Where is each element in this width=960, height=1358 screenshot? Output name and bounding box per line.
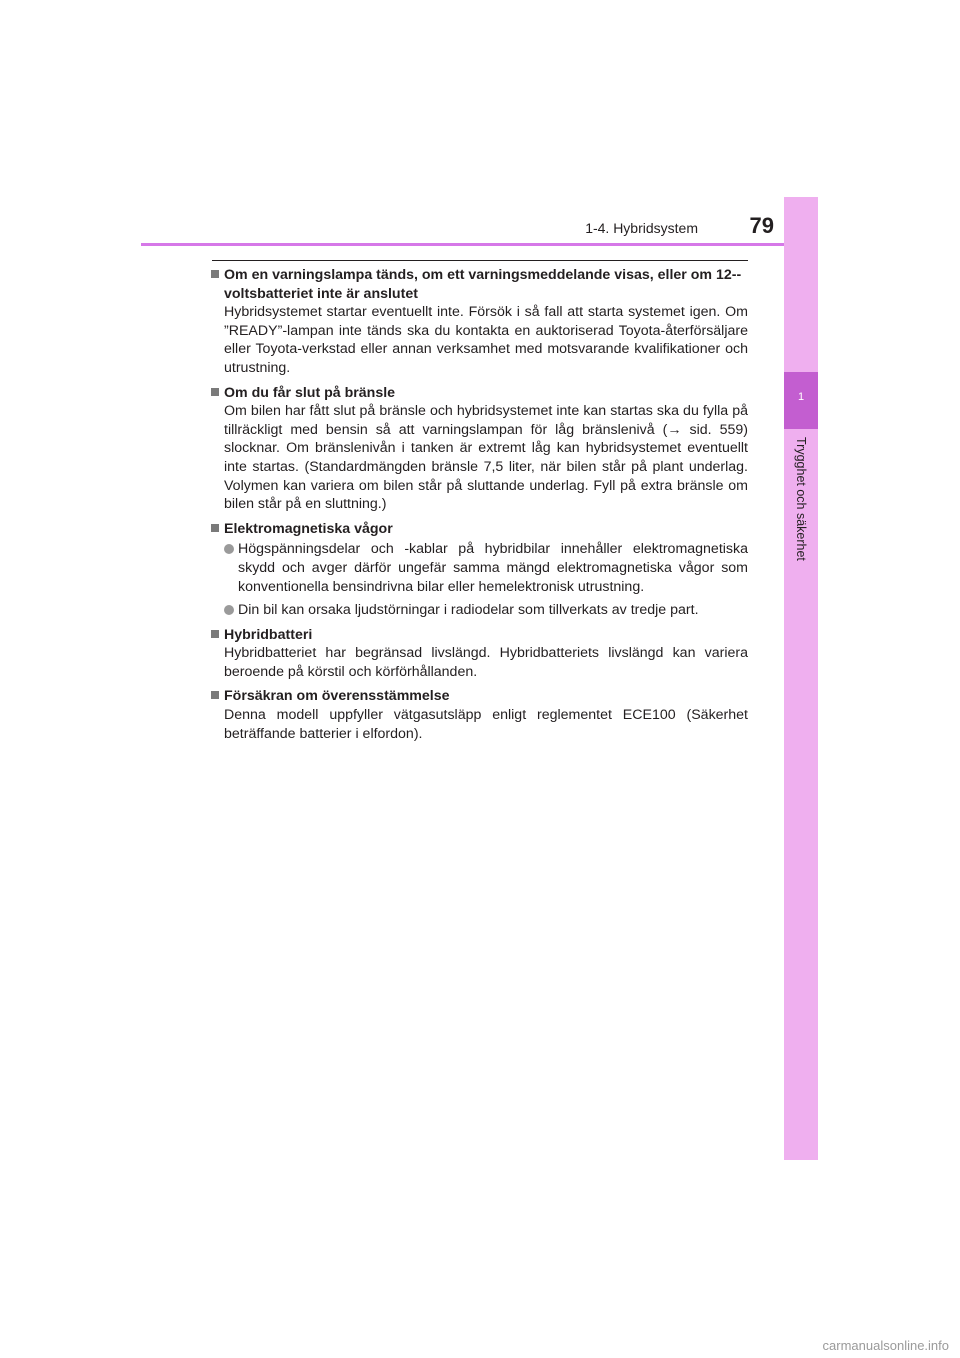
watermark: carmanualsonline.info: [822, 1338, 949, 1353]
list-item-text: Högspänningsdelar och -kablar på hybridbilar innehåller elektromagnetiska skydd och avger därför ungefär samma mängd elektromagnetiska vågor som konventionella bensindrivna bilar eller hemelektronisk utrustning.: [238, 541, 748, 595]
section-title: 1-4. Hybridsystem: [585, 220, 698, 236]
section-declaration-of-conformity: [211, 687, 748, 743]
section-paragraph: Hybridbatteriet har begränsad livslängd. Hybridbatteriets livslängd kan variera beroende på körstil och körförhållanden.: [224, 645, 748, 680]
section-warning-lamp: [211, 266, 748, 378]
section-electromagnetic-waves: [211, 520, 748, 620]
section-heading: [211, 520, 748, 539]
page-number: 79: [749, 213, 774, 238]
square-bullet-icon: [211, 388, 219, 396]
side-tab-title: Trygghet och säkerhet: [794, 437, 808, 561]
section-heading-text: Om en varningslampa tänds, om ett varningsmeddelande visas, eller om 12--voltsbatteriet inte är anslutet: [224, 267, 742, 302]
circle-bullet-icon: [224, 605, 234, 615]
content-body: [211, 266, 748, 749]
list-item: [211, 540, 748, 596]
section-heading: [211, 687, 748, 706]
section-hybrid-battery: [211, 626, 748, 682]
list-item-text: Din bil kan orsaka ljudstörningar i radiodelar som tillverkats av tredje part.: [238, 602, 699, 619]
side-tab: [784, 197, 818, 1160]
list-item: [211, 601, 748, 620]
section-heading: [211, 266, 748, 303]
header-rule: [141, 243, 818, 246]
square-bullet-icon: [211, 630, 219, 638]
section-out-of-fuel: [211, 384, 748, 514]
side-tab-number: 1: [797, 391, 805, 403]
square-bullet-icon: [211, 691, 219, 699]
section-heading: [211, 626, 748, 645]
circle-bullet-icon: [224, 544, 234, 554]
section-heading-text: Hybridbatteri: [224, 626, 313, 643]
section-heading: [211, 384, 748, 403]
square-bullet-icon: [211, 524, 219, 532]
section-paragraph: Hybridsystemet startar eventuellt inte. Försök i så fall att starta systemet igen. Om ”READY”-lampan inte tänds ska du kontakta en auktoriserad Toyota-återförsäljare eller Toyota-verkstad eller annan verksamhet med motsvarande kvalifikationer och utrustning.: [224, 304, 748, 376]
section-heading-text: Försäkran om överensstämmelse: [224, 688, 450, 705]
square-bullet-icon: [211, 270, 219, 278]
content-divider: [212, 260, 748, 261]
section-paragraph: Om bilen har fått slut på bränsle och hybridsystemet inte kan startas ska du fylla på tillräckligt med bensin så att varningslampan för låg bränslenivå (→ sid. 559) slocknar. Om bränslenivån i tanken är extremt låg kan hybridsystemet eventuellt inte startas. (Standardmängden bränsle 7,5 liter, när bilen står på plant underlag. Volymen kan variera om bilen står på sluttande underlag. Fyll på extra bränsle om bilen står på en sluttning.): [224, 403, 748, 513]
section-heading-text: Elektromagnetiska vågor: [224, 520, 393, 537]
section-heading-text: Om du får slut på bränsle: [224, 384, 396, 401]
section-paragraph: Denna modell uppfyller vätgasutsläpp enligt reglementet ECE100 (Säkerhet beträffande batterier i elfordon).: [224, 707, 748, 742]
